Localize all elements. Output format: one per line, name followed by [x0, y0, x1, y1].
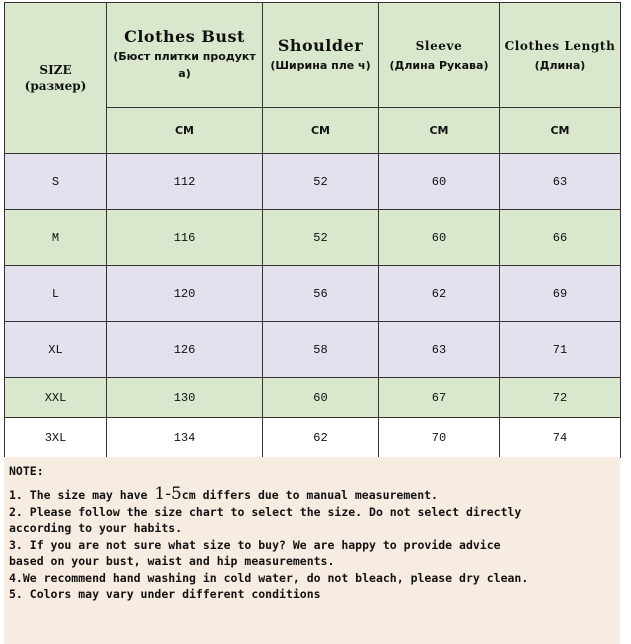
- bust-header-ru: (Бюст плитки продукт а): [113, 50, 256, 80]
- bust-cell: 134: [107, 418, 263, 458]
- note-line-4: 4.We recommend hand washing in cold water, do not bleach, please dry clean.: [9, 570, 529, 585]
- note-1-text-post: cm differs due to manual measurement.: [181, 488, 438, 502]
- note-line-1: [9, 486, 620, 504]
- notes-title: NOTE:: [9, 464, 44, 478]
- note-line-3a: 3. If you are not sure what size to buy? We are happy to provide advice: [9, 537, 501, 552]
- table-row: [5, 418, 621, 458]
- bust-column-header: [107, 3, 263, 108]
- bust-cell: 130: [107, 378, 263, 418]
- length-cell: 74: [500, 418, 621, 458]
- shoulder-cell: 58: [263, 322, 379, 378]
- length-cell: 71: [500, 322, 621, 378]
- length-cell: 72: [500, 378, 621, 418]
- sleeve-column-header: [379, 3, 500, 108]
- size-cell: XXL: [5, 378, 107, 418]
- bust-header-en: Clothes Bust: [124, 27, 245, 46]
- sleeve-cell: 63: [379, 322, 500, 378]
- size-cell: XL: [5, 322, 107, 378]
- note-1-text-pre: 1. The size may have: [9, 488, 155, 502]
- note-line-3b: based on your bust, waist and hip measurements.: [9, 554, 335, 568]
- size-header-en: SIZE: [39, 63, 72, 77]
- size-cell: S: [5, 154, 107, 210]
- length-unit: CM: [500, 108, 621, 154]
- bust-cell: 116: [107, 210, 263, 266]
- table-header-row: [5, 3, 621, 108]
- note-line-2b: according to your habits.: [9, 521, 183, 535]
- length-cell: 69: [500, 266, 621, 322]
- bust-cell: 120: [107, 266, 263, 322]
- length-cell: 63: [500, 154, 621, 210]
- table-row: [5, 378, 621, 418]
- shoulder-cell: 56: [263, 266, 379, 322]
- note-1-range: 1-5: [154, 484, 182, 504]
- note-line-2a: 2. Please follow the size chart to select the size. Do not select directly: [9, 504, 522, 519]
- length-header-en: Clothes Length: [504, 38, 616, 53]
- length-header-ru: (Длина): [534, 58, 586, 72]
- table-row: [5, 210, 621, 266]
- bust-cell: 112: [107, 154, 263, 210]
- shoulder-unit: CM: [263, 108, 379, 154]
- note-line-5: 5. Colors may vary under different conditions: [9, 587, 321, 601]
- size-cell: M: [5, 210, 107, 266]
- size-cell: L: [5, 266, 107, 322]
- size-chart-table: [4, 2, 621, 458]
- shoulder-column-header: [263, 3, 379, 108]
- sleeve-cell: 67: [379, 378, 500, 418]
- shoulder-header-ru: (Ширина пле ч): [270, 58, 371, 72]
- shoulder-cell: 60: [263, 378, 379, 418]
- sleeve-cell: 70: [379, 418, 500, 458]
- sleeve-unit: CM: [379, 108, 500, 154]
- table-row: [5, 322, 621, 378]
- shoulder-cell: 52: [263, 154, 379, 210]
- shoulder-cell: 62: [263, 418, 379, 458]
- bust-unit: CM: [107, 108, 263, 154]
- shoulder-cell: 52: [263, 210, 379, 266]
- sleeve-header-en: Sleeve: [415, 38, 463, 53]
- sleeve-cell: 62: [379, 266, 500, 322]
- size-column-header: [5, 3, 107, 154]
- size-cell: 3XL: [5, 418, 107, 458]
- table-row: [5, 266, 621, 322]
- sleeve-cell: 60: [379, 210, 500, 266]
- notes-panel: [4, 457, 620, 644]
- size-header-ru: (размер): [24, 79, 87, 93]
- bust-cell: 126: [107, 322, 263, 378]
- table-row: [5, 154, 621, 210]
- sleeve-cell: 60: [379, 154, 500, 210]
- length-column-header: [500, 3, 621, 108]
- length-cell: 66: [500, 210, 621, 266]
- sleeve-header-ru: (Длина Рукава): [389, 58, 489, 72]
- shoulder-header-en: Shoulder: [277, 35, 364, 55]
